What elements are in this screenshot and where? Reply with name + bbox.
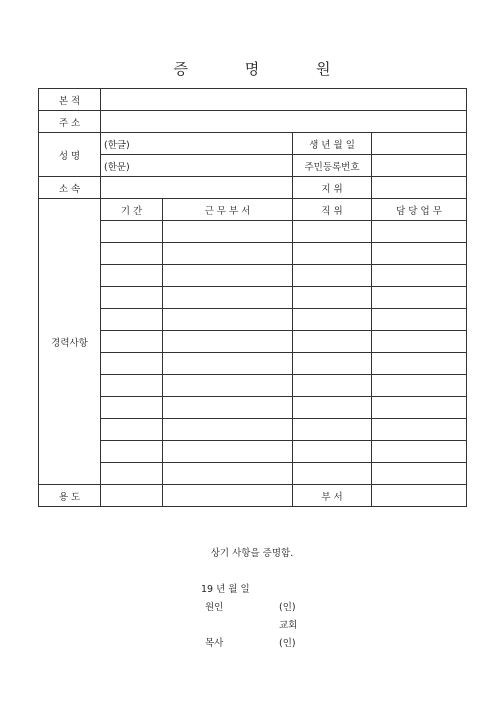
career-position-cell[interactable] xyxy=(293,419,372,441)
seal-2: (인) xyxy=(279,638,296,649)
career-duty-cell[interactable] xyxy=(372,265,467,287)
career-row xyxy=(39,287,467,309)
applicant-label: 원인 xyxy=(205,602,224,613)
header-dept: 근 무 부 서 xyxy=(163,199,293,221)
career-duty-cell[interactable] xyxy=(372,309,467,331)
career-row xyxy=(39,221,467,243)
seal-1: (인) xyxy=(279,602,296,613)
career-position-cell[interactable] xyxy=(293,221,372,243)
label-birth: 생 년 월 일 xyxy=(293,133,372,155)
career-dept-cell[interactable] xyxy=(163,353,293,375)
career-duty-cell[interactable] xyxy=(372,287,467,309)
field-buseo[interactable] xyxy=(372,485,467,507)
career-row xyxy=(39,309,467,331)
career-row xyxy=(39,441,467,463)
row-yongdo xyxy=(39,485,467,507)
career-duty-cell[interactable] xyxy=(372,463,467,485)
career-period-cell[interactable] xyxy=(101,309,163,331)
career-position-cell[interactable] xyxy=(293,331,372,353)
row-name-hangeul xyxy=(39,133,467,155)
career-dept-cell[interactable] xyxy=(163,221,293,243)
row-name-hanmun xyxy=(39,155,467,177)
label-bonjeok: 본 적 xyxy=(39,89,101,111)
label-career: 경력사항 xyxy=(39,199,101,485)
field-id-number[interactable] xyxy=(372,155,467,177)
church-label: 교회 xyxy=(279,620,298,631)
career-period-cell[interactable] xyxy=(101,375,163,397)
document-title: 증 명 원 xyxy=(173,60,357,78)
row-juso xyxy=(39,111,467,133)
career-row xyxy=(39,243,467,265)
label-jiwi: 지 위 xyxy=(293,177,372,199)
career-dept-cell[interactable] xyxy=(163,463,293,485)
career-period-cell[interactable] xyxy=(101,331,163,353)
career-dept-cell[interactable] xyxy=(163,331,293,353)
career-position-cell[interactable] xyxy=(293,243,372,265)
career-duty-cell[interactable] xyxy=(372,419,467,441)
label-sosok: 소 속 xyxy=(39,177,101,199)
career-position-cell[interactable] xyxy=(293,265,372,287)
career-period-cell[interactable] xyxy=(101,221,163,243)
career-row xyxy=(39,265,467,287)
certificate-form-table xyxy=(38,88,467,507)
pastor-label: 목사 xyxy=(205,638,224,649)
career-duty-cell[interactable] xyxy=(372,243,467,265)
career-duty-cell[interactable] xyxy=(372,221,467,243)
career-dept-cell[interactable] xyxy=(163,243,293,265)
field-birth[interactable] xyxy=(372,133,467,155)
career-position-cell[interactable] xyxy=(293,441,372,463)
career-row xyxy=(39,419,467,441)
career-position-cell[interactable] xyxy=(293,375,372,397)
field-name-hanmun[interactable]: (한문) xyxy=(101,155,293,177)
field-name-hangeul[interactable]: (한글) xyxy=(101,133,293,155)
career-dept-cell[interactable] xyxy=(163,419,293,441)
career-period-cell[interactable] xyxy=(101,419,163,441)
career-period-cell[interactable] xyxy=(101,441,163,463)
career-period-cell[interactable] xyxy=(101,397,163,419)
row-bonjeok xyxy=(39,89,467,111)
label-id-number: 주민등록번호 xyxy=(293,155,372,177)
field-yongdo-1[interactable] xyxy=(101,485,163,507)
date-line: 19 년 월 일 xyxy=(201,584,250,595)
career-dept-cell[interactable] xyxy=(163,375,293,397)
career-row xyxy=(39,331,467,353)
career-row xyxy=(39,353,467,375)
career-duty-cell[interactable] xyxy=(372,375,467,397)
field-sosok[interactable] xyxy=(101,177,293,199)
career-position-cell[interactable] xyxy=(293,353,372,375)
field-bonjeok[interactable] xyxy=(101,89,467,111)
field-yongdo-2[interactable] xyxy=(163,485,293,507)
career-dept-cell[interactable] xyxy=(163,309,293,331)
career-period-cell[interactable] xyxy=(101,243,163,265)
career-dept-cell[interactable] xyxy=(163,441,293,463)
row-sosok xyxy=(39,177,467,199)
career-period-cell[interactable] xyxy=(101,353,163,375)
label-juso: 주 소 xyxy=(39,111,101,133)
career-position-cell[interactable] xyxy=(293,463,372,485)
label-buseo: 부 서 xyxy=(293,485,372,507)
career-row xyxy=(39,463,467,485)
career-period-cell[interactable] xyxy=(101,463,163,485)
career-period-cell[interactable] xyxy=(101,287,163,309)
header-position: 직 위 xyxy=(293,199,372,221)
career-dept-cell[interactable] xyxy=(163,287,293,309)
career-duty-cell[interactable] xyxy=(372,353,467,375)
career-position-cell[interactable] xyxy=(293,309,372,331)
career-position-cell[interactable] xyxy=(293,397,372,419)
career-duty-cell[interactable] xyxy=(372,331,467,353)
label-seongmyeong: 성 명 xyxy=(39,133,101,177)
career-period-cell[interactable] xyxy=(101,265,163,287)
career-row xyxy=(39,375,467,397)
career-header-row xyxy=(39,199,467,221)
header-duty: 담 당 업 무 xyxy=(372,199,467,221)
label-yongdo: 용 도 xyxy=(39,485,101,507)
field-juso[interactable] xyxy=(101,111,467,133)
career-row xyxy=(39,397,467,419)
career-duty-cell[interactable] xyxy=(372,397,467,419)
career-duty-cell[interactable] xyxy=(372,441,467,463)
certification-statement: 상기 사항을 증명함. xyxy=(210,548,294,559)
career-position-cell[interactable] xyxy=(293,287,372,309)
field-jiwi[interactable] xyxy=(372,177,467,199)
career-dept-cell[interactable] xyxy=(163,397,293,419)
career-dept-cell[interactable] xyxy=(163,265,293,287)
header-period: 기 간 xyxy=(101,199,163,221)
